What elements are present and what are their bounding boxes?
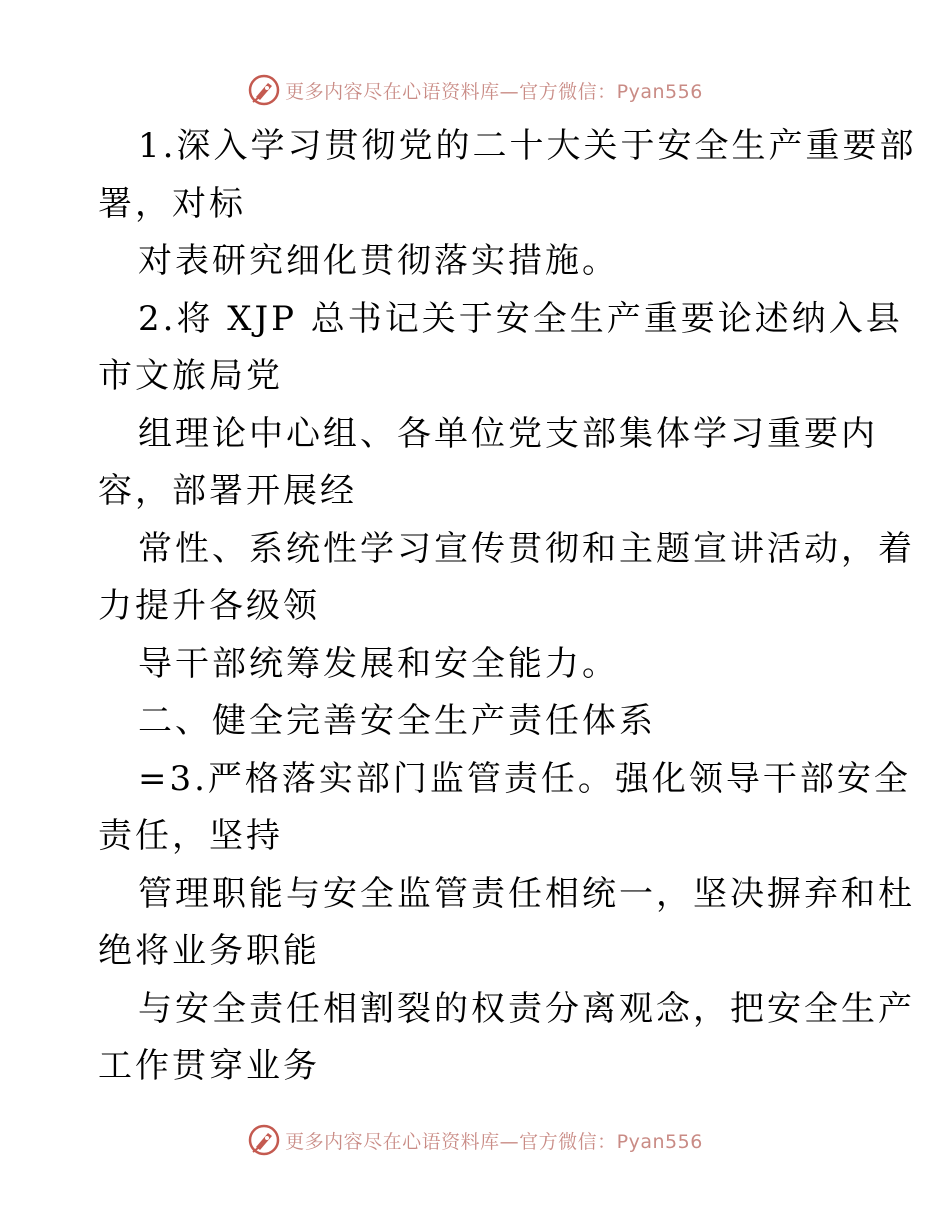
text-line: 容，部署开展经 — [98, 471, 357, 511]
text-line: 导干部统筹发展和安全能力。 — [138, 643, 619, 684]
text-line: 署，对标 — [98, 183, 246, 224]
section-heading: 二、健全完善安全生产责任体系 — [138, 701, 656, 741]
text-line: 对表研究细化贯彻落实措施。 — [138, 241, 619, 281]
footer-banner — [0, 1120, 950, 1160]
header-banner — [0, 70, 950, 110]
text-line: 管理职能与安全监管责任相统一，坚决摒弃和杜 — [138, 873, 915, 914]
text-line: =3.严格落实部门监管责任。强化领导干部安全 — [138, 758, 911, 799]
text-line: 市文旅局党 — [98, 356, 283, 396]
text-line: 责任，坚持 — [98, 816, 283, 856]
pen-nib-logo-icon — [247, 1123, 281, 1157]
header-banner-text: 更多内容尽在心语资料库—官方微信：Pyan556 — [285, 80, 703, 103]
text-line: 力提升各级领 — [98, 586, 320, 626]
text-line: 与安全责任相割裂的权责分离观念，把安全生产 — [138, 988, 915, 1029]
footer-banner-text: 更多内容尽在心语资料库—官方微信：Pyan556 — [285, 1130, 703, 1153]
text-line: 常性、系统性学习宣传贯彻和主题宣讲活动，着 — [138, 528, 915, 569]
text-line: 2.将 XJP 总书记关于安全生产重要论述纳入县 — [138, 298, 903, 339]
text-line: 组理论中心组、各单位党支部集体学习重要内 — [138, 413, 878, 454]
text-line: 绝将业务职能 — [98, 931, 320, 971]
pen-nib-logo-icon — [247, 73, 281, 107]
document-body — [98, 118, 917, 1096]
text-line: 工作贯穿业务 — [98, 1046, 320, 1086]
text-line: 1.深入学习贯彻党的二十大关于安全生产重要部 — [138, 126, 917, 166]
